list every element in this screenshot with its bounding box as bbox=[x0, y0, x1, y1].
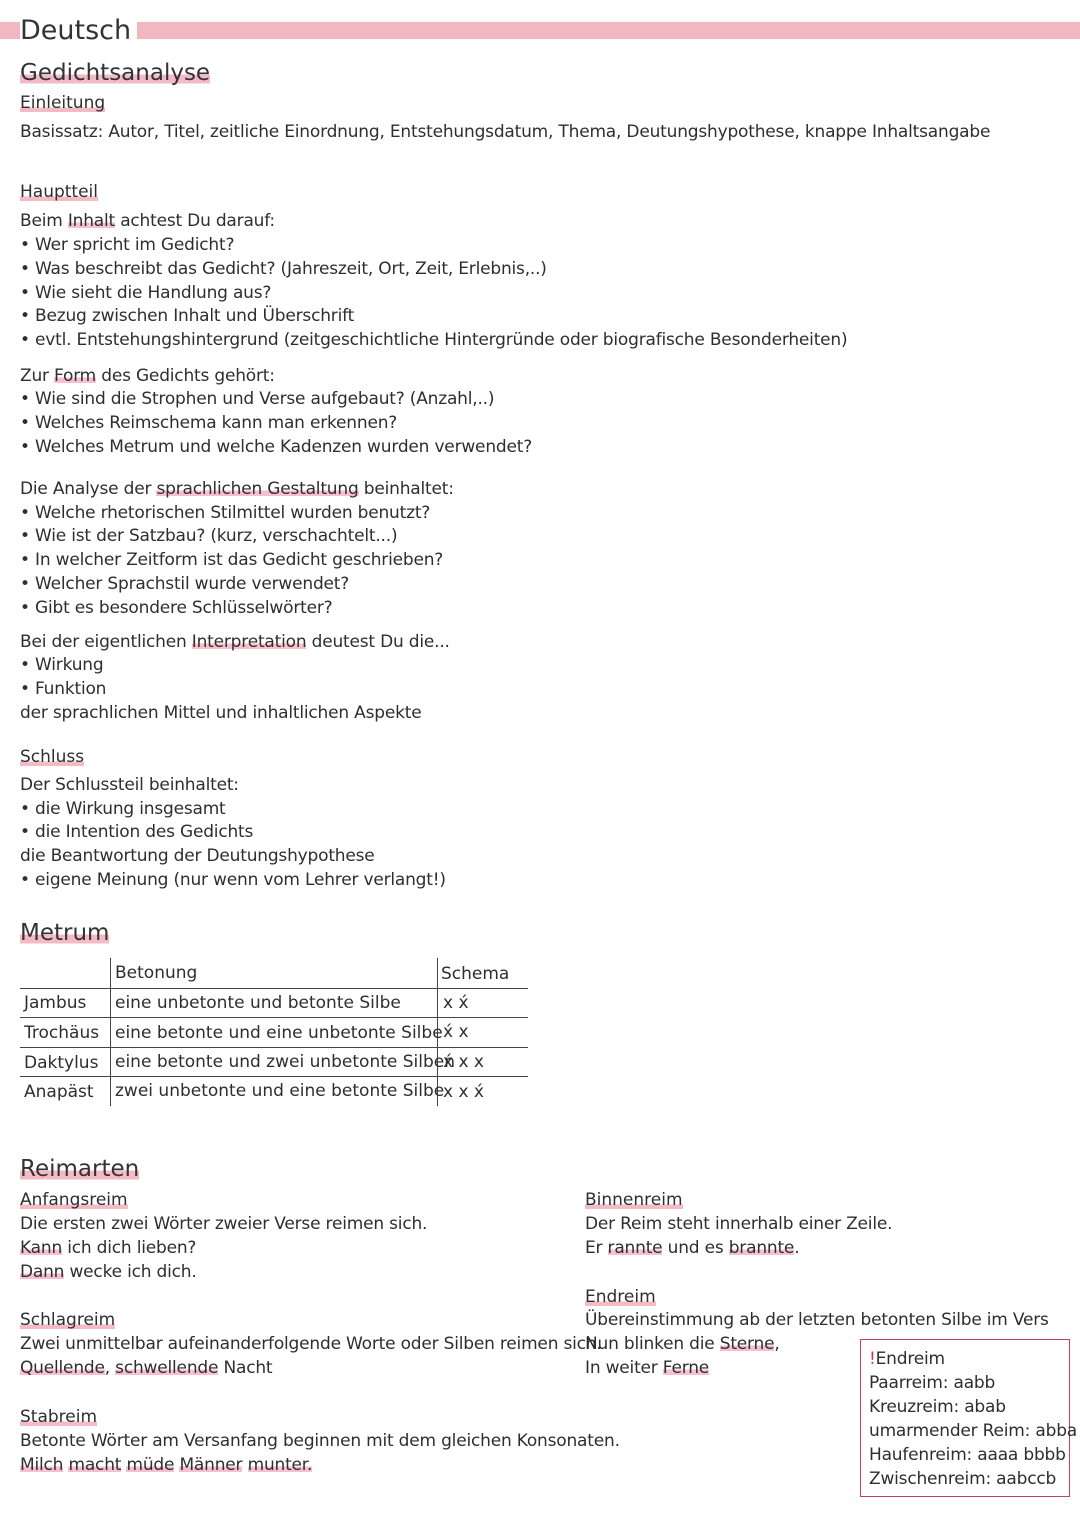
list-item: • evtl. Entstehungshintergrund (zeitgeschichtliche Hintergründe oder biografische Besonderheiten) bbox=[20, 330, 848, 350]
heading-stabreim: Stabreim bbox=[20, 1407, 98, 1427]
anfangsreim-example: Kann ich dich lieben? bbox=[20, 1238, 197, 1258]
page-title: Deutsch bbox=[20, 14, 137, 48]
stabreim-example: Milch macht müde Männer munter. bbox=[20, 1455, 313, 1475]
list-item: • Welches Reimschema kann man erkennen? bbox=[20, 413, 398, 433]
title-band bbox=[0, 22, 1080, 39]
list-item: • Wirkung bbox=[20, 655, 104, 675]
table-cell-schema: x́ x bbox=[443, 1022, 469, 1042]
table-cell-desc: eine betonte und eine unbetonte Silbe bbox=[115, 1023, 443, 1043]
info-box-line: Haufenreim: aaaa bbbb bbox=[869, 1445, 1066, 1465]
heading-schlagreim: Schlagreim bbox=[20, 1310, 116, 1330]
table-cell-name: Daktylus bbox=[24, 1053, 99, 1073]
heading-endreim: Endreim bbox=[585, 1287, 656, 1307]
table-divider bbox=[20, 1076, 528, 1077]
info-box-line: Kreuzreim: abab bbox=[869, 1397, 1006, 1417]
column-header-schema: Schema bbox=[441, 964, 510, 984]
table-cell-name: Trochäus bbox=[24, 1023, 100, 1043]
conclusion-plain: die Beantwortung der Deutungshypothese bbox=[20, 846, 375, 866]
heading-einleitung: Einleitung bbox=[20, 93, 106, 113]
exclamation-icon: ! bbox=[869, 1349, 876, 1369]
anfangsreim-desc: Die ersten zwei Wörter zweier Verse reimen sich. bbox=[20, 1214, 428, 1234]
interpretation-lead: Bei der eigentlichen Interpretation deutest Du die... bbox=[20, 632, 450, 652]
table-cell-name: Anapäst bbox=[24, 1082, 94, 1102]
list-item: • Welche rhetorischen Stilmittel wurden benutzt? bbox=[20, 503, 431, 523]
table-cell-desc: zwei unbetonte und eine betonte Silbe bbox=[115, 1081, 445, 1101]
list-item: • Welches Metrum und welche Kadenzen wurden verwendet? bbox=[20, 437, 533, 457]
table-cell-desc: eine unbetonte und betonte Silbe bbox=[115, 993, 401, 1013]
table-cell-schema: x x́ bbox=[443, 993, 469, 1013]
list-item: • Wie ist der Satzbau? (kurz, verschachtelt...) bbox=[20, 526, 398, 546]
conclusion-lead: Der Schlussteil beinhaltet: bbox=[20, 775, 239, 795]
section-heading-gedichtsanalyse: Gedichtsanalyse bbox=[20, 60, 211, 86]
heading-schluss: Schluss bbox=[20, 747, 85, 767]
form-lead: Zur Form des Gedichts gehört: bbox=[20, 366, 275, 386]
list-item: • Wie sieht die Handlung aus? bbox=[20, 283, 272, 303]
heading-binnenreim: Binnenreim bbox=[585, 1190, 683, 1210]
content-lead: Beim Inhalt achtest Du darauf: bbox=[20, 211, 275, 231]
table-divider bbox=[20, 1017, 528, 1018]
language-lead: Die Analyse der sprachlichen Gestaltung beinhaltet: bbox=[20, 479, 454, 499]
table-cell-name: Jambus bbox=[24, 993, 87, 1013]
binnenreim-desc: Der Reim steht innerhalb einer Zeile. bbox=[585, 1214, 893, 1234]
table-divider bbox=[110, 958, 111, 1106]
info-box-line: Zwischenreim: aabccb bbox=[869, 1469, 1057, 1489]
binnenreim-example: Er rannte und es brannte. bbox=[585, 1238, 800, 1258]
list-item: • eigene Meinung (nur wenn vom Lehrer verlangt!) bbox=[20, 870, 446, 890]
list-item: • Bezug zwischen Inhalt und Überschrift bbox=[20, 306, 355, 326]
info-box-line: Paarreim: aabb bbox=[869, 1373, 996, 1393]
table-cell-schema: x x x́ bbox=[443, 1082, 484, 1102]
list-item: • Gibt es besondere Schlüsselwörter? bbox=[20, 598, 333, 618]
endreim-example: In weiter Ferne bbox=[585, 1358, 710, 1378]
column-header-betonung: Betonung bbox=[115, 963, 198, 983]
table-divider bbox=[20, 1047, 528, 1048]
list-item: • die Intention des Gedichts bbox=[20, 822, 254, 842]
anfangsreim-example: Dann wecke ich dich. bbox=[20, 1262, 197, 1282]
list-item: • Funktion bbox=[20, 679, 107, 699]
list-item: • Wer spricht im Gedicht? bbox=[20, 235, 235, 255]
interpretation-tail: der sprachlichen Mittel und inhaltlichen Aspekte bbox=[20, 703, 422, 723]
schlagreim-example: Quellende, schwellende Nacht bbox=[20, 1358, 273, 1378]
table-divider bbox=[20, 988, 528, 989]
endreim-desc: Übereinstimmung ab der letzten betonten Silbe im Vers bbox=[585, 1310, 1049, 1330]
info-box-title: !Endreim bbox=[869, 1349, 945, 1369]
section-heading-metrum: Metrum bbox=[20, 920, 110, 946]
table-cell-schema: x́ x x bbox=[443, 1052, 484, 1072]
list-item: • In welcher Zeitform ist das Gedicht geschrieben? bbox=[20, 550, 444, 570]
list-item: • Welcher Sprachstil wurde verwendet? bbox=[20, 574, 350, 594]
section-heading-reimarten: Reimarten bbox=[20, 1156, 140, 1182]
stabreim-desc: Betonte Wörter am Versanfang beginnen mit dem gleichen Konsonaten. bbox=[20, 1431, 620, 1451]
table-cell-desc: eine betonte und zwei unbetonte Silben bbox=[115, 1052, 456, 1072]
info-box-line: umarmender Reim: abba bbox=[869, 1421, 1078, 1441]
heading-hauptteil: Hauptteil bbox=[20, 182, 99, 202]
list-item: • Was beschreibt das Gedicht? (Jahreszeit, Ort, Zeit, Erlebnis,..) bbox=[20, 259, 547, 279]
endreim-info-box bbox=[860, 1339, 1078, 1497]
list-item: • Wie sind die Strophen und Verse aufgebaut? (Anzahl,..) bbox=[20, 389, 495, 409]
list-item: • die Wirkung insgesamt bbox=[20, 799, 226, 819]
schlagreim-desc: Zwei unmittelbar aufeinanderfolgende Worte oder Silben reimen sich. bbox=[20, 1334, 602, 1354]
endreim-example: Nun blinken die Sterne, bbox=[585, 1334, 780, 1354]
basissatz-line: Basissatz: Autor, Titel, zeitliche Einordnung, Entstehungsdatum, Thema, Deutungshypothese, knappe Inhaltsangabe bbox=[20, 122, 991, 142]
heading-anfangsreim: Anfangsreim bbox=[20, 1190, 128, 1210]
